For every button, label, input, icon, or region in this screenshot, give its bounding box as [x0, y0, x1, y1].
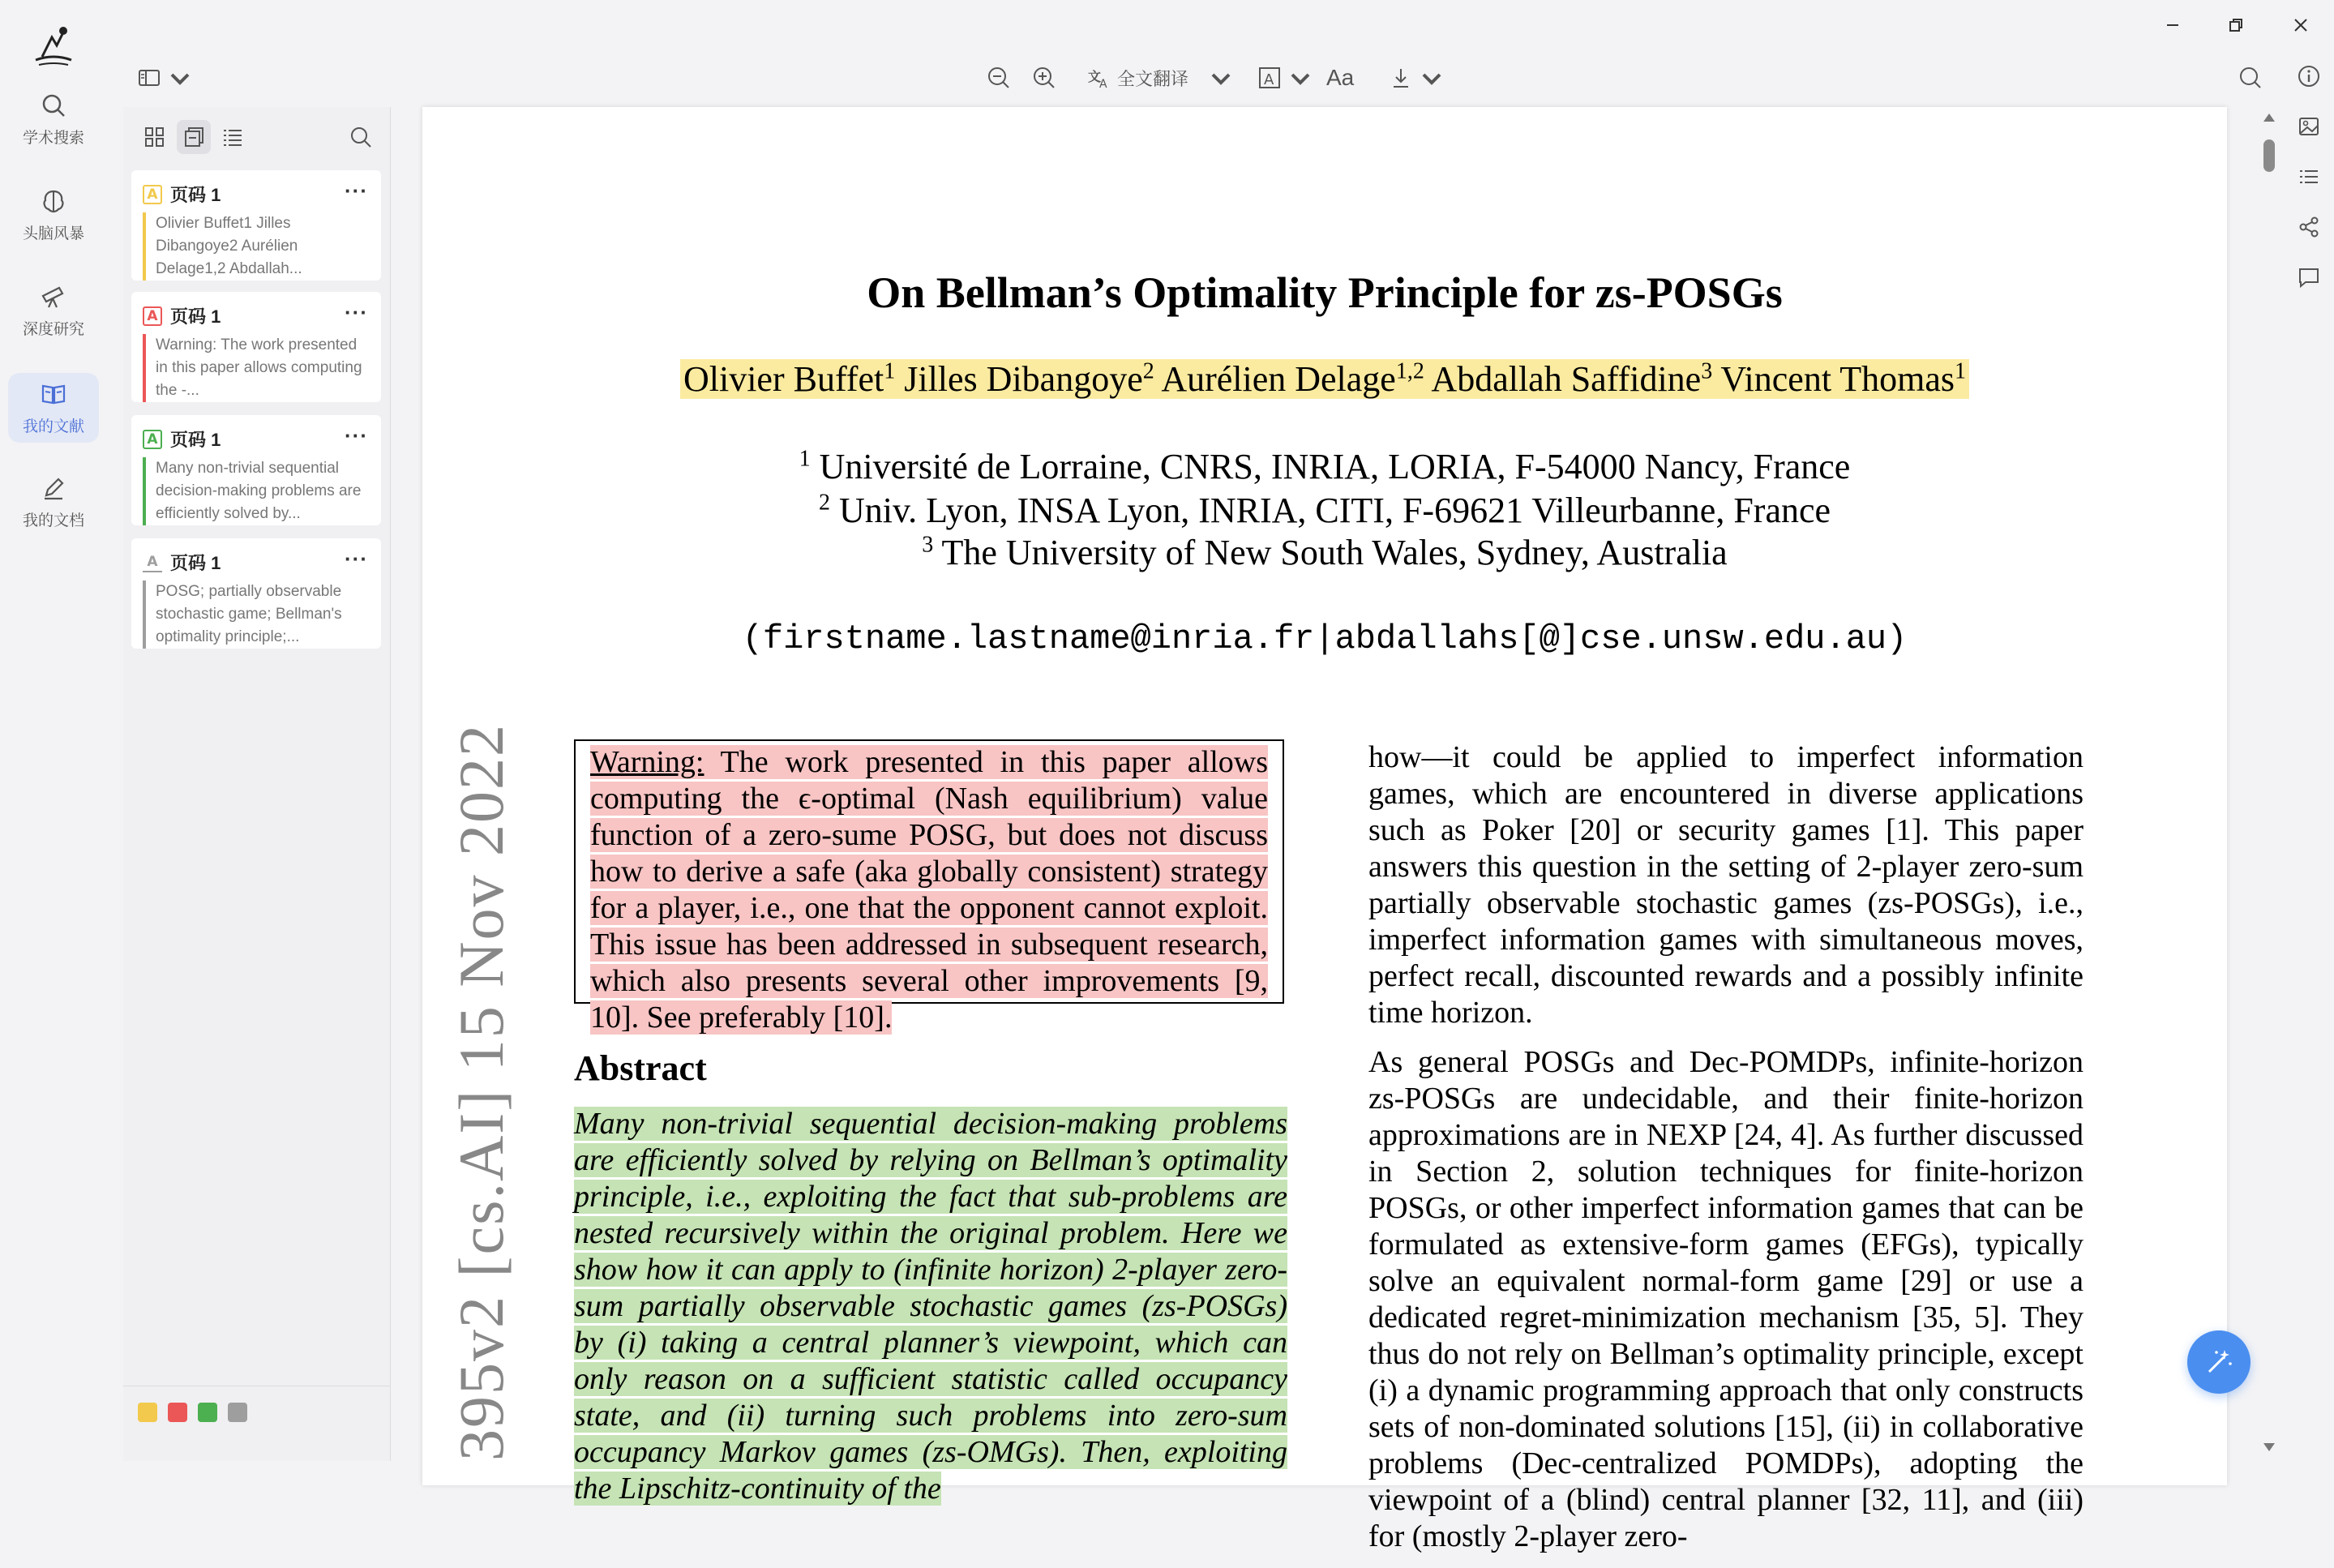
download-icon: [1388, 65, 1414, 91]
zoom-out-icon: [986, 65, 1012, 91]
toggle-sidebar-button[interactable]: [136, 62, 193, 94]
color-filter: [138, 1403, 247, 1422]
close-button[interactable]: [2285, 11, 2317, 39]
svg-text:文: 文: [1088, 69, 1102, 84]
annotation-card[interactable]: [131, 292, 381, 402]
annotation-panel: [123, 107, 391, 1461]
highlight-icon: A: [143, 306, 162, 326]
comment-icon[interactable]: [2296, 264, 2322, 290]
author-highlight[interactable]: Olivier Buffet$^1$ Jilles Dibangoye$^2$ Aurélien Delage$^{1,2}$ Abdallah Saffidine$^3$ Vincent Thomas$^1$: [680, 359, 1969, 399]
chevron-down-icon: [1208, 65, 1234, 91]
share-icon[interactable]: [2296, 214, 2322, 240]
scrollbar-thumb[interactable]: [2263, 139, 2275, 172]
rail-item-label: 我的文献: [22, 418, 84, 435]
search-icon: [2238, 65, 2263, 91]
chevron-down-icon: [1419, 65, 1445, 91]
author-list: [422, 358, 2227, 400]
highlight-icon: A: [143, 185, 162, 204]
search-icon: [349, 125, 373, 149]
paragraph: As general POSGs and Dec-POMDPs, infinite-horizon zs-POSGs are undecidable, and their finite-horizon approximations are in NEXP [24, 4]. As further discussed in Section 2, solution techniques for finite-horizon POSGs, or other imperfect information games that can be formulated as extensive-form games (EFGs), typically solve an equivalent normal-form game [29] or use a dedicated regret-minimization mechanism [35, 5]. They thus do not rely on Bellman’s optimality principle, except (i) a dynamic programming approach that only constructs sets of non-dominated solutions [15], (ii) in collaborative problems (Dec-centralized POMDPs), adopting the viewpoint of a (blind) central planner [32, 11], and (iii) for (mostly 2-player zero-: [1368, 1045, 2083, 1553]
annotation-view-button[interactable]: [177, 120, 211, 154]
image-icon[interactable]: [2296, 114, 2322, 139]
sidebar-icon: [136, 65, 162, 91]
warning-highlight[interactable]: Warning: The work presented in this paper allows computing the ϵ-optimal (Nash equilibrium) value function of a zero-sume POSG, but does not discuss how to derive a safe (aka globally consistent) strategy for a player, i.e., one that the opponent cannot exploit. This issue has been addressed in subsequent research, which also presents several other improvements [9, 10]. See preferably [10].: [590, 745, 1268, 1035]
rail-item-brainstorm[interactable]: [8, 180, 99, 250]
zoom-in-icon: [1031, 65, 1057, 91]
document-scrollbar[interactable]: [2259, 107, 2278, 1461]
ai-assistant-button[interactable]: [2187, 1330, 2250, 1394]
paragraph: how—it could be applied to imperfect information games, which are encountered in diverse applications such as Poker [20] or security games [1]. This paper answers this question in the setting of 2-player zero-sum partially observable stochastic games (zs-POSGs), i.e., imperfect information games with simultaneous moves, perfect recall, discounted rewards and a possibly infinite time horizon.: [1368, 740, 2083, 1030]
annotation-card[interactable]: [131, 538, 381, 649]
annotation-card[interactable]: [131, 170, 381, 281]
annotation-text: Many non-trivial sequential decision-making problems are efficiently solved by...: [143, 457, 366, 525]
restore-icon: [2227, 16, 2245, 34]
pen-icon: [40, 474, 67, 502]
translate-label: 全文翻译: [1117, 68, 1189, 89]
svg-text:A: A: [1099, 78, 1107, 91]
abstract-body: [574, 1106, 1287, 1507]
svg-text:A: A: [1264, 71, 1274, 88]
text-annotation-button[interactable]: [1257, 62, 1313, 94]
document-viewport: [392, 107, 2284, 1553]
color-filter-gray[interactable]: [228, 1403, 247, 1422]
color-filter-yellow[interactable]: [138, 1403, 157, 1422]
annotation-text: Olivier Buffet1 Jilles Dibangoye2 Aurélien Delage1,2 Abdallah...: [143, 212, 366, 281]
translate-icon: [1086, 65, 1112, 91]
warning-box: [574, 739, 1284, 1035]
close-icon: [2292, 16, 2310, 34]
grid-icon: [143, 125, 167, 149]
rail-item-my-library[interactable]: [8, 373, 99, 443]
more-options-icon[interactable]: ···: [345, 423, 368, 448]
scroll-up-icon[interactable]: [2263, 114, 2275, 122]
list-icon: [221, 125, 245, 149]
magic-wand-icon: [2203, 1346, 2235, 1378]
outline-view-button[interactable]: [216, 120, 250, 154]
translate-button[interactable]: [1086, 62, 1234, 94]
annotation-page: 页码 1: [170, 306, 221, 327]
font-settings-icon: Aa: [1326, 65, 1355, 90]
font-settings-button[interactable]: [1326, 62, 1354, 94]
rail-item-deep-research[interactable]: [8, 276, 99, 345]
app-logo-icon: [28, 21, 79, 70]
color-filter-green[interactable]: [198, 1403, 217, 1422]
minimize-icon: [2164, 16, 2182, 34]
rail-item-label: 学术搜索: [22, 129, 84, 147]
book-icon: [40, 380, 67, 408]
pdf-page: [422, 107, 2227, 1553]
color-filter-red[interactable]: [168, 1403, 187, 1422]
panel-search-button[interactable]: [344, 120, 378, 154]
download-button[interactable]: [1388, 62, 1445, 94]
abstract-highlight[interactable]: Many non-trivial sequential decision-making problems are efficiently solved by relying on Bellman’s optimality principle, i.e., exploiting the fact that sub-problems are nested recursively within the original problem. Here we show how it can apply to (infinite horizon) 2-player zero-sum partially observable stochastic games (zs-POSGs) by (i) taking a central planner’s viewpoint, which can only reason on a sufficient statistic called occupancy state, and (ii) turning such problems into zero-sum occupancy Markov games (zs-OMGs). Then, exploiting the Lipschitz-continuity of the: [574, 1107, 1287, 1506]
annotation-page: 页码 1: [170, 185, 221, 205]
brain-icon: [40, 187, 67, 215]
annotation-page: 页码 1: [170, 430, 221, 450]
text-box-icon: [1257, 65, 1283, 91]
rail-item-label: 我的文档: [22, 512, 84, 529]
zoom-out-button[interactable]: [986, 62, 1012, 94]
toolbar: [123, 50, 2283, 107]
panel-view-toolbar: [138, 117, 381, 157]
info-icon[interactable]: [2296, 63, 2322, 89]
zoom-in-button[interactable]: [1031, 62, 1057, 94]
annotation-card[interactable]: [131, 415, 381, 525]
search-icon: [40, 92, 67, 119]
left-rail: [0, 0, 107, 1481]
rail-item-label: 深度研究: [22, 320, 84, 338]
highlight-icon: A: [143, 430, 162, 449]
more-options-icon[interactable]: ···: [345, 178, 368, 203]
scroll-down-icon[interactable]: [2263, 1443, 2275, 1451]
author-emails: (firstname.lastname@inria.fr|abdallahs[@]cse.unsw.edu.au): [742, 619, 1908, 658]
rail-item-label: 头脑风暴: [22, 225, 84, 242]
annotation-text: Warning: The work presented in this paper allows computing the -...: [143, 334, 366, 402]
affiliation: $^3$ The University of New South Wales, Sydney, Australia: [922, 532, 1728, 572]
telescope-icon: [40, 283, 67, 311]
annotation-icon: [182, 125, 206, 149]
rail-item-my-documents[interactable]: [8, 467, 99, 537]
minimize-button[interactable]: [2156, 11, 2189, 39]
document-search-button[interactable]: [2238, 62, 2263, 94]
right-column: [1368, 739, 2083, 1568]
rail-item-academic-search[interactable]: [8, 84, 99, 154]
annotation-text: POSG; partially observable stochastic game; Bellman's optimality principle;...: [143, 581, 366, 649]
paper-title: On Bellman’s Optimality Principle for zs-POSGs: [867, 268, 1783, 317]
restore-button[interactable]: [2220, 11, 2252, 39]
affiliation: $^2$ Univ. Lyon, INSA Lyon, INRIA, CITI, F-69621 Villeurbanne, France: [818, 490, 1831, 530]
affiliation: $^1$ Université de Lorraine, CNRS, INRIA, LORIA, F-54000 Nancy, France: [799, 446, 1851, 486]
arxiv-stamp: 395v2 [cs.AI] 15 Nov 2022: [446, 722, 516, 1461]
right-rail: [2283, 50, 2334, 1461]
more-options-icon[interactable]: ···: [345, 546, 368, 571]
thumbnail-view-button[interactable]: [138, 120, 172, 154]
list-icon[interactable]: [2296, 164, 2322, 190]
more-options-icon[interactable]: ···: [345, 300, 368, 324]
chevron-down-icon: [167, 65, 193, 91]
underline-icon: A: [143, 553, 162, 572]
abstract-heading: Abstract: [574, 1048, 707, 1088]
chevron-down-icon: [1287, 65, 1313, 91]
annotation-page: 页码 1: [170, 553, 221, 573]
